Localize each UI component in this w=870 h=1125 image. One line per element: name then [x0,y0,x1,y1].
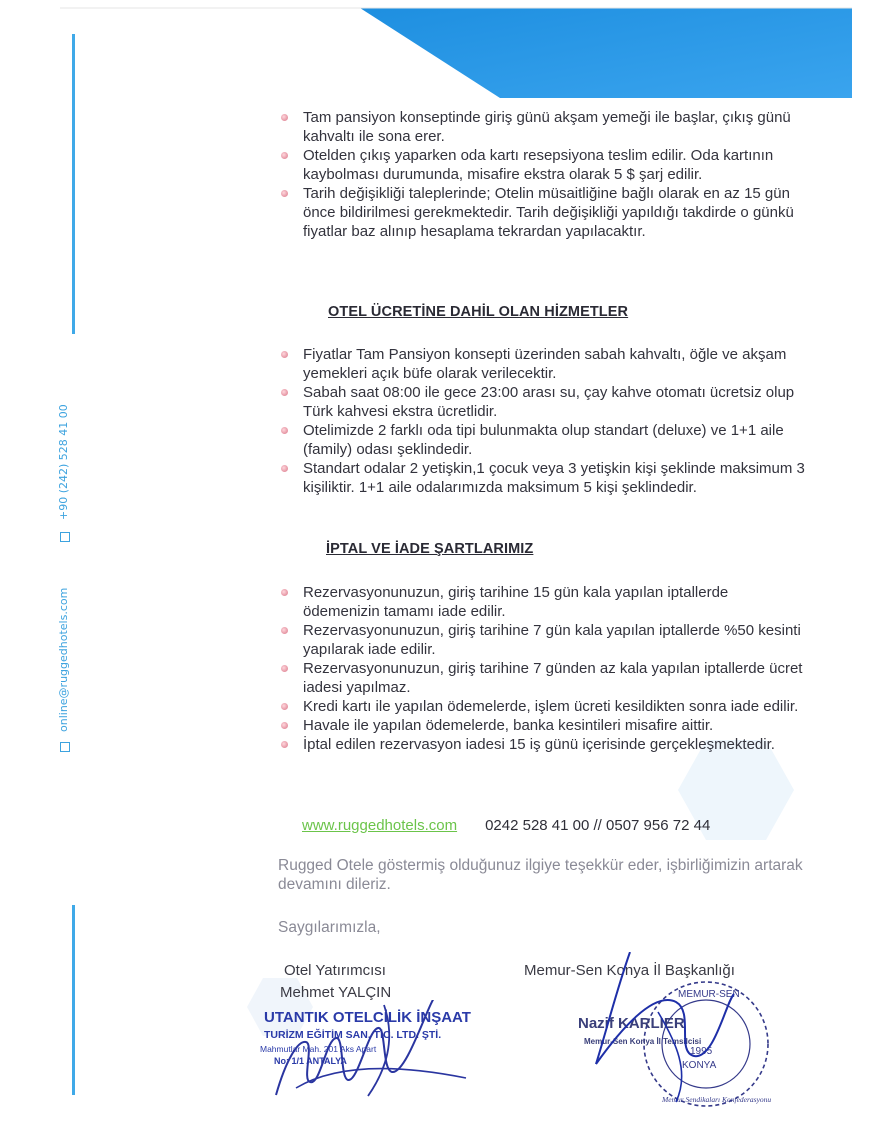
sidebar-rule-top [72,34,75,334]
right-signer-name: Nazif KARLIER [578,1015,685,1032]
list-item-text: Kredi kartı ile yapılan ödemelerde, işlem ücreti kesildikten sonra iade edilir. [303,698,799,715]
right-signer-title: Memur-Sen Konya İl Başkanlığı [524,962,735,979]
seal-year: 1995 [690,1046,713,1057]
list-item [277,659,807,697]
bullet-icon [281,627,288,634]
website-link[interactable]: www.ruggedhotels.com [302,817,458,834]
list-item-text: Rezervasyonunuzun, giriş tarihine 7 günden az kala yapılan iptallerde ücret iadesi yapılmaz. [303,660,803,696]
list-item [277,735,807,754]
contact-phones: 0242 528 41 00 // 0507 956 72 44 [485,817,711,834]
union-seal [566,952,786,1120]
list-item-text: Tam pansiyon konseptinde giriş günü akşam yemeği ile başlar, çıkış günü kahvaltı ile sona erer. [303,109,791,145]
list-item [277,421,807,459]
bullet-icon [281,389,288,396]
cancellation-heading: İPTAL VE İADE ŞARTLARIMIZ [326,541,534,557]
bullet-icon [281,665,288,672]
bullet-icon [281,722,288,729]
right-signer-role: Memur-Sen Konya İl Temsilcisi [584,1037,702,1046]
list-item [277,146,807,184]
list-item-text: Otelimizde 2 farklı oda tipi bulunmakta olup standart (deluxe) ve 1+1 aile (family) odası şeklindedir. [303,422,784,458]
list-item-text: Standart odalar 2 yetişkin,1 çocuk veya 3 yetişkin kişi şeklinde maksimum 3 kişiliktir. 1+1 aile odalarımızda maksimum 5 kişi şeklindedir. [303,460,805,496]
list-item-text: Sabah saat 08:00 ile gece 23:00 arası su, çay kahve otomatı ücretsiz olup Türk kahvesi ekstra ücretlidir. [303,384,795,420]
stamp-line-2: TURİZM EĞİTİM SAN. TİC. LTD. ŞTİ. [264,1029,442,1041]
regards-text: Saygılarımızla, [278,919,381,936]
list-item-text: İptal edilen rezervasyon iadesi 15 iş günü içerisinde gerçekleşmektedir. [303,736,775,753]
bullet-icon [281,465,288,472]
bullet-icon [281,351,288,358]
list-item [277,383,807,421]
list-item-text: Havale ile yapılan ödemelerde, banka kesintileri misafire aittir. [303,717,714,734]
list-item [277,184,807,241]
list-item [277,583,807,621]
stamp-line-1: UTANTIK OTELCİLİK İNŞAAT [264,1009,471,1026]
bullet-icon [281,114,288,121]
services-list [277,345,807,497]
left-signer-title: Otel Yatırımcısı [284,962,386,979]
left-signer-name: Mehmet YALÇIN [280,984,392,1001]
phone-icon [60,532,70,542]
contact-line [302,817,710,834]
list-item [277,459,807,497]
list-item-text: Rezervasyonunuzun, giriş tarihine 15 gün kala yapılan iptallerde ödemenizin tamamı iade edilir. [303,584,729,620]
list-item [277,716,807,735]
list-item-text: Otelden çıkış yaparken oda kartı resepsiyona teslim edilir. Oda kartının kaybolması durumunda, misafire ekstra olarak 5 $ şarj edilir. [303,147,774,183]
company-stamp [236,1000,472,1100]
sidebar-rule-bottom [72,905,75,1095]
list-item [277,621,807,659]
seal-bottom-text: Memur Sendikaları Konfederasyonu [662,1095,772,1104]
stamp-line-3: Mahmutlar Mah. 201 Aks Apart [260,1044,377,1054]
thanks-paragraph: Rugged Otele göstermiş olduğunuz ilgiye teşekkür eder, işbirliğimizin artarak devamını dileriz. [278,857,803,893]
bullet-icon [281,190,288,197]
list-item-text: Fiyatlar Tam Pansiyon konsepti üzerinden sabah kahvaltı, öğle ve akşam yemekleri açık büfe olarak verilecektir. [303,346,787,382]
bullet-icon [281,589,288,596]
seal-top-text: MEMUR-SEN [678,989,740,1000]
cancellation-list [277,583,807,754]
sidebar-email: online@ruggedhotels.com [57,587,70,732]
bullet-icon [281,703,288,710]
list-item-text: Tarih değişikliği taleplerinde; Otelin müsaitliğine bağlı olarak en az 15 gün önce bildirilmesi gerekmektedir. Tarih değişikliği yapıldığı takdirde o günkü fiyatlar baz alınıp hesaplama tekrardan yapılacaktır. [303,185,794,240]
rules-list [277,108,807,241]
bullet-icon [281,427,288,434]
list-item [277,345,807,383]
bullet-icon [281,152,288,159]
services-heading: OTEL ÜCRETİNE DAHİL OLAN HİZMETLER [328,304,629,320]
seal-city: KONYA [682,1060,717,1071]
list-item [277,108,807,146]
stamp-line-4: No: 1/1 ANTALYA [274,1056,347,1066]
list-item-text: Rezervasyonunuzun, giriş tarihine 7 gün kala yapılan iptallerde %50 kesinti yapılarak iade edilir. [303,622,801,658]
envelope-icon [60,742,70,752]
bullet-icon [281,741,288,748]
sidebar-phone: +90 (242) 528 41 00 [57,404,70,520]
header-corner-decoration [0,0,870,110]
list-item [277,697,807,716]
